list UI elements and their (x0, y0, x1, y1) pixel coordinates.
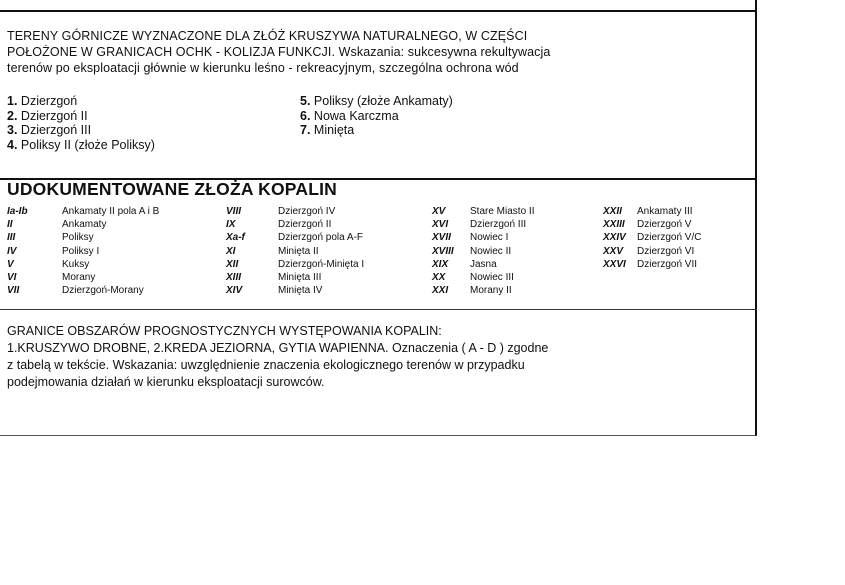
deposit-row (226, 231, 364, 244)
deposit-name: Dzierzgoń II (278, 219, 332, 231)
deposit-row (226, 218, 364, 231)
mining-areas-description (7, 28, 707, 76)
deposit-row (432, 258, 534, 271)
deposit-row (603, 258, 701, 271)
deposit-code: III (7, 232, 16, 244)
deposit-code: VII (7, 285, 20, 297)
deposit-code: II (7, 219, 13, 231)
deposit-row (7, 218, 159, 231)
deposit-name: Ankamaty III (637, 206, 693, 217)
list-item-name: Nowa Karczma (310, 108, 399, 123)
deposit-name: Minięta II (278, 245, 319, 257)
deposit-code: XXIII (603, 219, 625, 231)
prognostic-areas-description (7, 323, 727, 391)
deposit-column-4 (603, 205, 701, 271)
deposit-code: XXII (603, 206, 622, 217)
deposit-row (432, 284, 534, 297)
deposit-list-right (300, 94, 453, 138)
deposit-code: IV (7, 245, 17, 257)
deposit-row (226, 271, 364, 284)
deposit-row (226, 245, 364, 258)
top-border-line (0, 10, 757, 12)
list-item-name: Dzierzgoń (17, 94, 78, 108)
deposit-code: VI (7, 272, 17, 284)
deposit-row (603, 231, 701, 244)
deposit-name: Dzierzgoń III (470, 219, 527, 231)
deposit-name: Dzierzgoń IV (278, 206, 336, 217)
deposit-row (603, 218, 701, 231)
deposit-code: VIII (226, 206, 242, 217)
description-line: terenów po eksploatacji głównie w kierunku leśno - rekreacyjnym, szczególna ochrona wód (7, 61, 519, 75)
deposit-name: Jasna (470, 258, 497, 270)
description-line: z tabelą w tekście. Wskazania: uwzględnienie znaczenia ekologicznego terenów w przypadku (7, 358, 525, 372)
description-line: POŁOŻONE W GRANICACH OCHK - KOLIZJA FUNKCJI. Wskazania: sukcesywna rekultywacja (7, 45, 551, 59)
list-item-name: Minięta (310, 123, 355, 137)
section-divider (0, 309, 757, 310)
deposit-column-2 (226, 205, 364, 297)
description-line: 1.KRUSZYWO DROBNE, 2.KREDA JEZIORNA, GYTIA WAPIENNA. Oznaczenia ( A - D ) zgodne (7, 341, 549, 355)
list-item-name: Dzierzgoń II (17, 108, 88, 123)
deposit-name: Morany II (470, 285, 512, 297)
deposit-row (226, 284, 364, 297)
deposit-code: XXI (432, 285, 449, 297)
deposit-name: Ankamaty (62, 219, 107, 231)
list-item-number: 6. (300, 108, 311, 123)
list-item-number: 1. (7, 94, 18, 108)
deposit-row (432, 205, 534, 218)
deposit-name: Dzierzgoń V/C (637, 232, 702, 244)
deposit-name: Nowiec III (470, 272, 514, 284)
deposit-code: Ia-Ib (7, 206, 28, 217)
deposit-name: Stare Miasto II (470, 206, 535, 217)
deposit-name: Dzierzgoń-Morany (62, 285, 144, 297)
list-item-name: Poliksy (złoże Ankamaty) (310, 94, 453, 108)
list-item (300, 94, 453, 109)
list-item (7, 94, 155, 109)
deposit-code: XVII (432, 232, 451, 244)
deposit-name: Morany (62, 272, 96, 284)
deposit-name: Poliksy I (62, 245, 100, 257)
deposit-code: XV (432, 206, 446, 217)
deposit-code: XX (432, 272, 446, 284)
deposit-name: Dzierzgoń VI (637, 245, 695, 257)
description-line: GRANICE OBSZARÓW PROGNOSTYCZNYCH WYSTĘPOWANIA KOPALIN: (7, 324, 442, 338)
deposit-name: Nowiec II (470, 245, 512, 257)
list-item (7, 138, 155, 153)
list-item-number: 7. (300, 123, 311, 137)
deposit-code: XII (226, 258, 239, 270)
deposit-name: Dzierzgoń-Minięta I (278, 258, 365, 270)
list-item-name: Dzierzgoń III (17, 123, 92, 137)
deposit-name: Dzierzgoń V (637, 219, 692, 231)
deposit-row (226, 205, 364, 218)
deposit-row (432, 271, 534, 284)
deposit-name: Dzierzgoń pola A-F (278, 232, 364, 244)
deposit-list-left (7, 94, 155, 152)
deposit-code: Xa-f (226, 232, 245, 244)
list-item-number: 3. (7, 123, 18, 137)
documented-deposits-heading: UDOKUMENTOWANE ZŁOŻA KOPALIN (7, 179, 337, 199)
deposit-name: Nowiec I (470, 232, 509, 244)
list-item (300, 123, 453, 138)
deposit-name: Minięta IV (278, 285, 323, 297)
deposit-row (7, 231, 159, 244)
deposit-row (226, 258, 364, 271)
deposit-code: XIX (432, 258, 449, 270)
deposit-name: Dzierzgoń VII (637, 258, 698, 270)
deposit-name: Poliksy (62, 232, 94, 244)
list-item (7, 109, 155, 124)
deposit-code: IX (226, 219, 236, 231)
deposit-name: Kuksy (62, 258, 90, 270)
deposit-row (7, 271, 159, 284)
deposit-code: XIII (226, 272, 242, 284)
deposit-row (432, 245, 534, 258)
deposit-row (603, 205, 701, 218)
deposit-code: XI (226, 245, 236, 257)
deposit-row (432, 231, 534, 244)
list-item-number: 5. (300, 94, 311, 108)
list-item-number: 2. (7, 108, 18, 123)
description-line: TERENY GÓRNICZE WYZNACZONE DLA ZŁÓŻ KRUSZYWA NATURALNEGO, W CZĘŚCI (7, 29, 528, 43)
deposit-code: V (7, 258, 14, 270)
deposit-row (7, 258, 159, 271)
deposit-row (603, 245, 701, 258)
deposit-code: XXV (603, 245, 624, 257)
deposit-row (7, 284, 159, 297)
deposit-row (432, 218, 534, 231)
deposit-code: XVIII (432, 245, 454, 257)
list-item (300, 109, 453, 124)
deposit-code: XXVI (603, 258, 626, 270)
deposit-row (7, 205, 159, 218)
deposit-code: XIV (226, 285, 243, 297)
description-line: podejmowania działań w kierunku eksploatacji surowców. (7, 375, 325, 389)
deposit-code: XVI (432, 219, 449, 231)
deposit-row (7, 245, 159, 258)
list-item-name: Poliksy II (złoże Poliksy) (17, 137, 155, 152)
deposit-column-3 (432, 205, 534, 297)
list-item-number: 4. (7, 137, 18, 152)
deposit-column-1 (7, 205, 159, 297)
deposit-name: Ankamaty II pola A i B (62, 206, 160, 217)
deposit-code: XXIV (603, 232, 626, 244)
list-item (7, 123, 155, 138)
deposit-name: Minięta III (278, 272, 322, 284)
